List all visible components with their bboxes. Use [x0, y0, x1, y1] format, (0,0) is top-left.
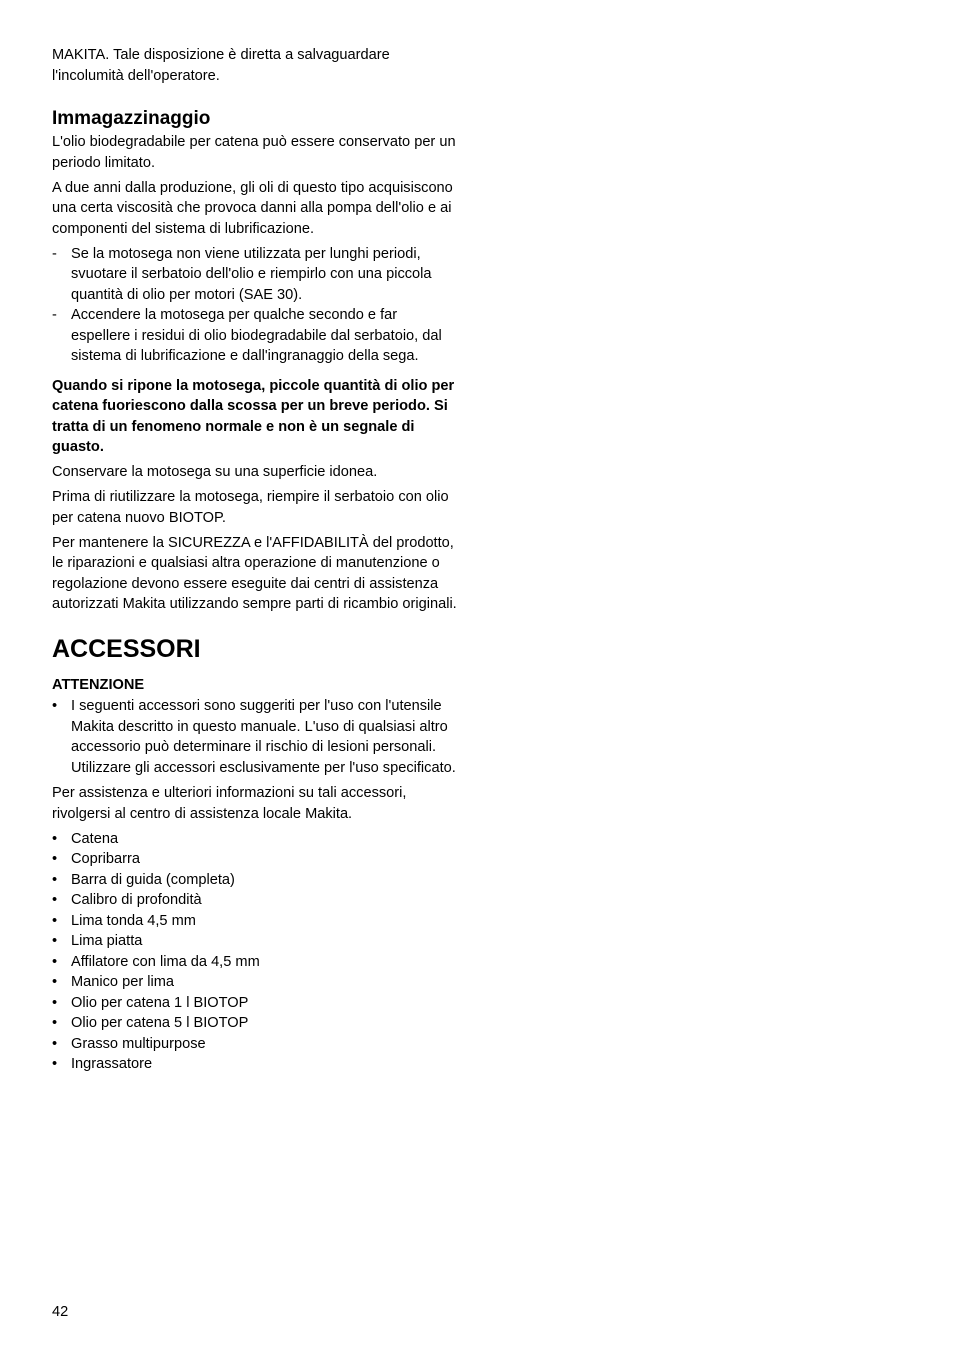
accessories-info: Per assistenza e ulteriori informazioni su tali accessori, rivolgersi al centro di assistenza locale Makita. — [52, 785, 407, 822]
bullet-marker: • — [52, 1035, 58, 1052]
storage-paragraph-3: Conservare la motosega su una superficie idonea. — [52, 464, 378, 481]
accessory-label: Calibro di profondità — [71, 892, 202, 909]
accessory-item — [52, 952, 460, 973]
accessories-list — [52, 829, 460, 1075]
bullet-marker: • — [52, 933, 58, 950]
accessory-label: Affilatore con lima da 4,5 mm — [71, 953, 260, 970]
bullet-marker: • — [52, 953, 58, 970]
storage-heading: Immagazzinaggio — [52, 108, 211, 129]
dash-marker: - — [52, 307, 57, 324]
accessory-item — [52, 931, 460, 952]
caution-list-item — [52, 696, 460, 778]
accessory-label: Barra di guida (completa) — [71, 871, 235, 888]
storage-dash-list — [52, 244, 460, 367]
storage-paragraph-4: Prima di riutilizzare la motosega, riempire il serbatoio con olio per catena nuovo BIOTOP. — [52, 489, 449, 526]
bullet-marker: • — [52, 892, 58, 909]
bullet-marker: • — [52, 974, 58, 991]
accessory-item — [52, 1054, 460, 1075]
accessory-label: Catena — [71, 830, 119, 847]
accessories-heading: ACCESSORI — [52, 634, 201, 663]
bullet-marker: • — [52, 851, 58, 868]
bullet-marker: • — [52, 871, 58, 888]
storage-paragraph-2: A due anni dalla produzione, gli oli di questo tipo acquisiscono una certa viscosità che provoca danni alla pompa dell'olio e ai componenti del sistema di lubrificazione. — [52, 179, 453, 237]
dash-item-text: Se la motosega non viene utilizzata per lunghi periodi, svuotare il serbatoio dell'olio e riempirlo con una piccola quantità di olio per motori (SAE 30). — [71, 245, 432, 303]
accessory-label: Manico per lima — [71, 974, 175, 991]
dash-list-item — [52, 244, 460, 306]
bullet-marker: • — [52, 1056, 58, 1073]
accessory-item — [52, 972, 460, 993]
bullet-marker: • — [52, 1015, 58, 1032]
bullet-marker: • — [52, 912, 58, 929]
bullet-marker: • — [52, 830, 58, 847]
storage-paragraph-5: Per mantenere la SICUREZZA e l'AFFIDABILITÀ del prodotto, le riparazioni e qualsiasi altra operazione di manutenzione o regolazione devono essere eseguite dai centri di assistenza autorizzati Makita utilizzando sempre parti di ricambio originali. — [52, 534, 457, 613]
accessory-label: Lima piatta — [71, 933, 143, 950]
storage-bold-note: Quando si ripone la motosega, piccole quantità di olio per catena fuoriescono dalla scossa per un breve periodo. Si tratta di un fenomeno normale e non è un segnale di guasto. — [52, 377, 455, 456]
dash-list-item — [52, 305, 460, 367]
intro-paragraph: MAKITA. Tale disposizione è diretta a salvaguardare l'incolumità dell'operatore. — [52, 47, 390, 84]
accessory-item — [52, 849, 460, 870]
accessory-label: Olio per catena 1 l BIOTOP — [71, 994, 249, 1011]
accessory-item — [52, 829, 460, 850]
bullet-marker: • — [52, 698, 58, 715]
bullet-marker: • — [52, 994, 58, 1011]
page-column — [52, 45, 460, 1079]
accessory-item — [52, 1013, 460, 1034]
accessory-item — [52, 911, 460, 932]
dash-item-text: Accendere la motosega per qualche secondo e far espellere i residui di olio biodegradabile dal serbatoio, dal sistema di lubrificazione e dall'ingranaggio della sega. — [71, 307, 442, 365]
accessory-item — [52, 890, 460, 911]
accessory-label: Ingrassatore — [71, 1056, 153, 1073]
storage-paragraph-1: L'olio biodegradabile per catena può essere conservato per un periodo limitato. — [52, 134, 456, 171]
accessory-item — [52, 1034, 460, 1055]
accessory-label: Olio per catena 5 l BIOTOP — [71, 1015, 249, 1032]
accessory-item — [52, 993, 460, 1014]
page-number: 42 — [52, 1304, 69, 1320]
accessory-item — [52, 870, 460, 891]
dash-marker: - — [52, 245, 57, 262]
caution-heading: ATTENZIONE — [52, 676, 145, 693]
accessory-label: Copribarra — [71, 851, 140, 868]
accessory-label: Grasso multipurpose — [71, 1035, 206, 1052]
caution-list — [52, 696, 460, 778]
caution-item-text: I seguenti accessori sono suggeriti per l'uso con l'utensile Makita descritto in questo manuale. L'uso di qualsiasi altro accessorio può determinare il rischio di lesioni personali. Utilizzare gli accessori esclusivamente per l'uso specificato. — [71, 698, 456, 776]
accessory-label: Lima tonda 4,5 mm — [71, 912, 196, 929]
